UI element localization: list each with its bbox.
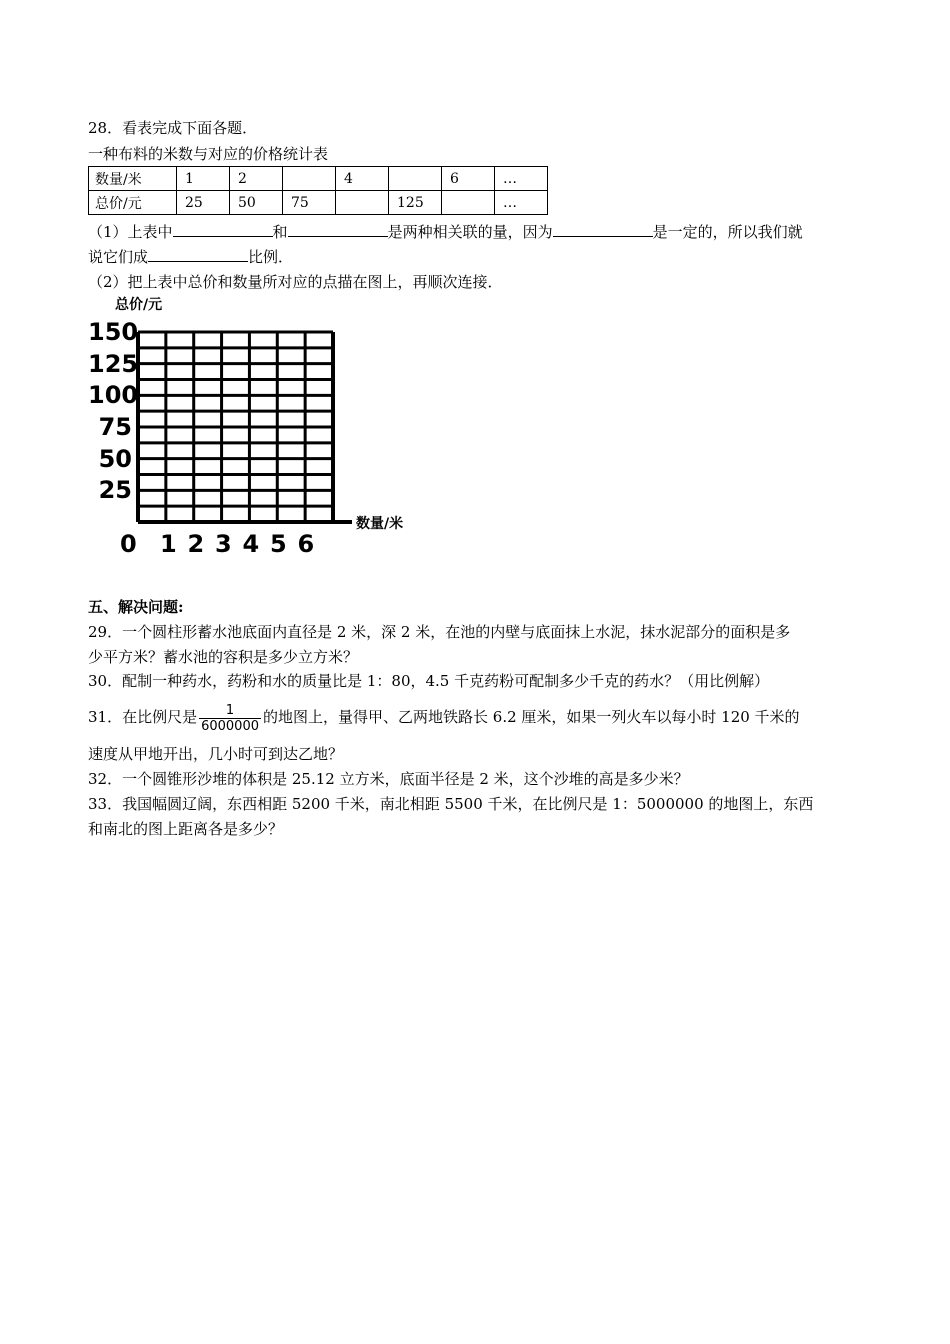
q28-title: 28．看表完成下面各题． [88, 119, 258, 137]
x-tick-label: 2 [187, 530, 205, 558]
x-axis-label: 数量/米 [356, 516, 404, 532]
table-cell: 75 [283, 191, 336, 215]
q31-line1 [88, 702, 800, 734]
text: 31．在比例尺是 [88, 708, 198, 726]
q33-line2: 和南北的图上距离各是多少？ [88, 820, 284, 838]
text: 是两种相关联的量，因为 [387, 223, 553, 241]
text: 说它们成 [88, 248, 149, 266]
plot-grid[interactable] [0, 0, 950, 600]
fraction-denominator: 6000000 [201, 718, 259, 734]
y-axis-label: 总价/元 [115, 297, 163, 313]
text: 和 [272, 223, 288, 241]
y-tick-label: 150 [88, 318, 139, 346]
table-cell: 25 [177, 191, 230, 215]
q32: 32．一个圆锥形沙堆的体积是 25.12 立方米，底面半径是 2 米，这个沙堆的高是多少米？ [88, 770, 689, 788]
q29-line1: 29．一个圆柱形蓄水池底面内直径是 2 米，深 2 米，在池的内壁与底面抹上水泥，抹水泥部分的面积是多 [88, 623, 791, 641]
table-cell: … [495, 167, 548, 191]
x-tick-label: 5 [270, 530, 287, 558]
scale-fraction [199, 703, 261, 734]
table-caption: 一种布料的米数与对应的价格统计表 [88, 145, 329, 163]
y-tick-label: 50 [98, 444, 132, 473]
table-cell: 50 [230, 191, 283, 215]
y-tick-label: 75 [98, 413, 132, 441]
table-cell: 1 [177, 167, 230, 191]
y-tick-label: 25 [98, 476, 132, 505]
table-cell: 6 [442, 167, 495, 191]
x-tick-label: 4 [242, 530, 260, 558]
table-cell: 125 [389, 191, 442, 215]
text: （1）上表中 [88, 223, 173, 241]
origin-label: 0 [120, 530, 137, 558]
q28-part2: （2）把上表中总价和数量所对应的点描在图上，再顺次连接． [88, 273, 503, 291]
section5-heading: 五、解决问题: [88, 598, 184, 616]
q30: 30．配制一种药水，药粉和水的质量比是 1：80，4.5 千克药粉可配制多少千克的药水？（用比例解） [88, 672, 770, 690]
x-tick-label: 1 [160, 530, 177, 558]
text: 的地图上，量得甲、乙两地铁路长 6.2 厘米，如果一列火车以每小时 120 千米的 [263, 708, 800, 726]
table-cell: 2 [230, 167, 283, 191]
x-tick-label: 6 [297, 530, 315, 558]
y-tick-label: 100 [88, 381, 139, 410]
q33-line1: 33．我国幅圆辽阔，东西相距 5200 千米，南北相距 5500 千米，在比例尺是 1：5000000 的地图上，东西 [88, 795, 814, 813]
q29-line2: 少平方米？蓄水池的容积是多少立方米？ [88, 648, 359, 666]
table-cell: 4 [336, 167, 389, 191]
fraction-numerator: 1 [199, 703, 261, 719]
y-tick-label: 125 [88, 349, 139, 378]
table-cell: 总价/元 [89, 191, 177, 215]
text: 比例． [248, 248, 294, 266]
text: 是一定的，所以我们就 [652, 223, 803, 241]
table-cell: … [495, 191, 548, 215]
table-cell: 数量/米 [89, 167, 177, 191]
x-tick-label: 3 [215, 530, 232, 558]
q31-line2: 速度从甲地开出，几小时可到达乙地？ [88, 745, 344, 763]
